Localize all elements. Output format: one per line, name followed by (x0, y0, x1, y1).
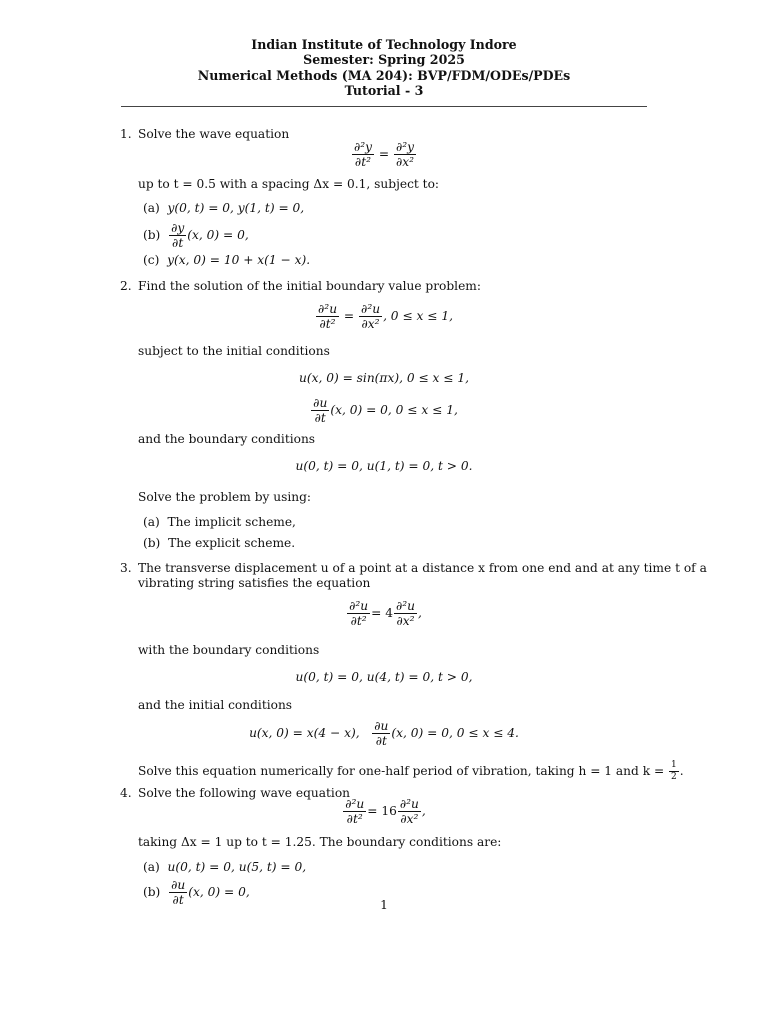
semester-line: Semester: Spring 2025 (303, 52, 465, 68)
q4-item-a (143, 860, 306, 874)
q3-solve-text: Solve this equation numerically for one-half period of vibration, taking h = 1 and k = (138, 764, 665, 778)
q2-item-a (143, 515, 296, 529)
q2-bc-intro: and the boundary conditions (138, 432, 316, 446)
q2-equation (0, 303, 768, 330)
q1-b-text: (x, 0) = 0, (187, 228, 249, 242)
q2-solve-line: Solve the problem by using: (138, 490, 312, 504)
q4-taking-line: taking Δx = 1 up to t = 1.25. The boundary conditions are: (138, 835, 502, 849)
item-label: (b) (143, 228, 161, 242)
q2-ic2-text: (x, 0) = 0, 0 ≤ x ≤ 1, (330, 403, 458, 417)
q1-item-a (143, 201, 304, 215)
q3-line2: vibrating string satisfies the equation (138, 576, 371, 590)
q3-eq-rhs-num: ∂²u (395, 599, 416, 613)
item-label: (a) (143, 860, 160, 874)
q1-equation (0, 141, 768, 168)
q3-eq-lhs-den: ∂t² (350, 614, 367, 628)
q1-item-c (143, 253, 310, 267)
q2-ic2 (0, 397, 768, 424)
q1-conditions-intro: up to t = 0.5 with a spacing Δx = 0.1, subject to: (138, 177, 440, 191)
q2-bc: u(0, t) = 0, u(1, t) = 0, t > 0. (295, 459, 473, 473)
q4-number: 4. (120, 786, 132, 800)
q1-eq-lhs-num: ∂²y (353, 140, 373, 154)
q3-bc: u(0, t) = 0, u(4, t) = 0, t > 0, (295, 670, 473, 684)
item-label: (a) (143, 201, 160, 215)
q4-eq-lhs-den: ∂t² (346, 812, 363, 826)
q1-eq-rhs-num: ∂²y (395, 140, 415, 154)
q4-eq-rhs-den: ∂x² (400, 812, 419, 826)
q2-eq-domain: , 0 ≤ x ≤ 1, (383, 309, 453, 323)
q1-c-text: y(x, 0) = 10 + x(1 − x). (167, 253, 311, 267)
q3-ic-intro: and the initial conditions (138, 698, 293, 712)
tutorial-title: Tutorial - 3 (344, 83, 424, 99)
page-number: 1 (380, 898, 388, 912)
q1-number: 1. (120, 127, 132, 141)
q1-b-den: ∂t (172, 236, 184, 250)
q2-subject-line: subject to the initial conditions (138, 344, 330, 358)
equals-sign: = (378, 147, 390, 161)
q2-item-b (143, 536, 295, 550)
q2-b-text: The explicit scheme. (168, 536, 296, 550)
q1-b-num: ∂y (171, 221, 185, 235)
q4-eq-lhs-num: ∂²u (345, 797, 365, 811)
q3-eq-rhs-den: ∂x² (396, 614, 415, 628)
q1-eq-rhs-den: ∂x² (395, 155, 415, 169)
q3-k-den: 2 (671, 772, 677, 782)
q4-b-num: ∂u (171, 878, 186, 892)
q2-eq-lhs-num: ∂²u (318, 302, 338, 316)
header-rule (121, 106, 647, 107)
q4-b-text: (x, 0) = 0, (188, 885, 250, 899)
q2-ic1: u(x, 0) = sin(πx), 0 ≤ x ≤ 1, (298, 371, 469, 385)
q3-line1: The transverse displacement u of a point at a distance x from one end and at any time t of a (138, 561, 707, 575)
q1-text: Solve the wave equation (138, 127, 290, 141)
item-label: (b) (143, 885, 161, 899)
q2-number: 2. (120, 279, 132, 293)
q2-eq-rhs-den: ∂x² (361, 317, 380, 331)
q3-solve-line: Solve this equation numerically for one-half period of vibration, taking h = 1 and k = $\frac{1}{2}$ . (138, 760, 684, 782)
q4-eq-coef: = 16 (367, 804, 397, 818)
q3-eq-lhs-num: ∂²u (349, 599, 369, 613)
item-label: (a) (143, 515, 160, 529)
document-header (0, 37, 768, 99)
q3-ic-num: ∂u (374, 719, 389, 733)
q3-eq-coef: = 4 (371, 606, 393, 620)
q2-ic2-num: ∂u (313, 396, 328, 410)
course-title: Numerical Methods (MA 204): BVP/FDM/ODEs/PDEs (197, 67, 571, 83)
q3-ic (0, 720, 768, 747)
q1-eq-lhs-den: ∂t² (354, 155, 372, 169)
q4-a-text: u(0, t) = 0, u(5, t) = 0, (167, 860, 307, 874)
q3-bc-intro: with the boundary conditions (138, 643, 320, 657)
q4-eq-rhs-num: ∂²u (399, 797, 419, 811)
q4-b-den: ∂t (172, 893, 184, 907)
q4-equation: $\frac{\text{∂²u}}{\text{∂t²}}$ = 16 $\frac{\text{∂²u}}{\text{∂x²}}$ , (345, 797, 426, 826)
q3-number: 3. (120, 561, 132, 575)
q4-text: Solve the following wave equation (138, 786, 351, 800)
q2-text: Find the solution of the initial boundary value problem: (138, 279, 481, 293)
q1-item-b (143, 222, 249, 249)
q1-a-text: y(0, t) = 0, y(1, t) = 0, (167, 201, 305, 215)
q2-eq-rhs-num: ∂²u (361, 302, 381, 316)
q3-ic-a: u(x, 0) = x(4 − x), (249, 726, 360, 740)
q2-ic2-den: ∂t (314, 411, 326, 425)
q3-ic-den: ∂t (375, 734, 387, 748)
q2-eq-lhs-den: ∂t² (319, 317, 336, 331)
item-label: (b) (143, 536, 161, 550)
q3-ic-text: (x, 0) = 0, 0 ≤ x ≤ 4. (391, 726, 519, 740)
q3-k-num: 1 (671, 760, 677, 770)
institute-name: Indian Institute of Technology Indore (251, 37, 517, 52)
q2-a-text: The implicit scheme, (167, 515, 296, 529)
equals-sign: = (343, 309, 355, 323)
q3-equation: $\frac{\text{∂²u}}{\text{∂t²}}$ = 4 $\frac{\text{∂²u}}{\text{∂x²}}$ , (349, 599, 422, 628)
item-label: (c) (143, 253, 160, 267)
